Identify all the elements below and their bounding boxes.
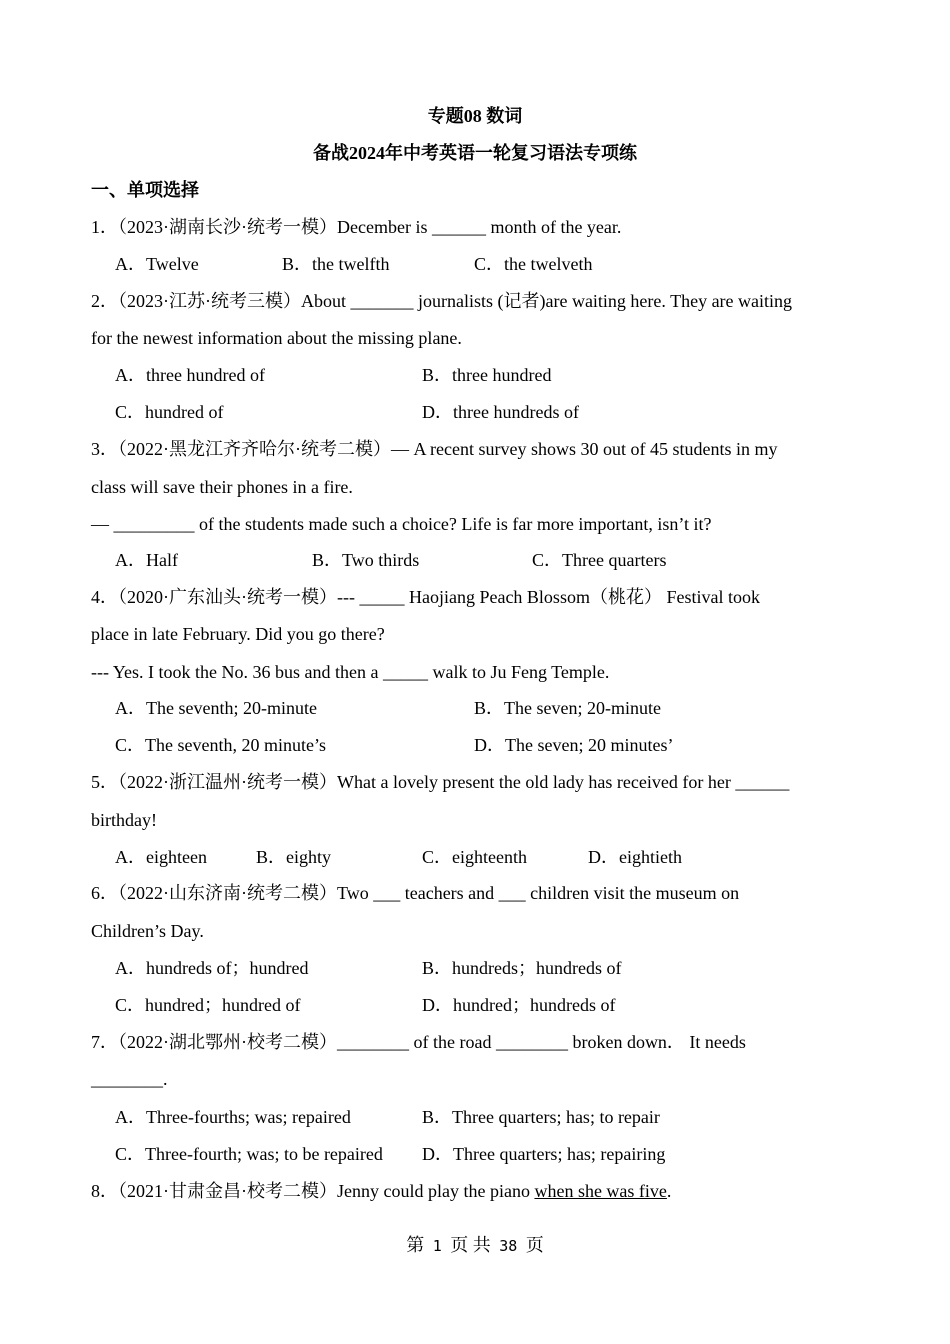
question-2-option-a: A．three hundred of xyxy=(115,365,265,385)
question-6-option-a: A．hundreds of；hundred xyxy=(115,958,309,978)
question-7-text: 7．（2022·湖北鄂州·校考二模）________ of the road ________ broken down． It needs xyxy=(91,1032,746,1052)
footer-label-after: 页 xyxy=(525,1235,544,1255)
question-7-option-c: C．Three-fourth; was; to be repaired xyxy=(115,1144,383,1164)
question-5-option-a: A．eighteen xyxy=(115,847,207,867)
question-8-prefix: 8．（2021·甘肃金昌·校考二模）Jenny could play the piano xyxy=(91,1181,535,1201)
question-4-dialogue: --- Yes. I took the No. 36 bus and then a _____ walk to Ju Feng Temple. xyxy=(91,662,610,682)
section-title: 一、单项选择 xyxy=(91,180,199,200)
question-3-option-a: A．Half xyxy=(115,550,178,570)
question-2-option-d: D．three hundreds of xyxy=(422,402,579,422)
question-8-underlined-phrase: when she was five xyxy=(534,1181,667,1201)
question-6-text-continued: Children’s Day. xyxy=(91,921,204,941)
question-4-option-a: A．The seventh; 20-minute xyxy=(115,698,317,718)
question-5-option-b: B．eighty xyxy=(256,847,331,867)
document-title: 专题08 数词 xyxy=(427,106,523,126)
question-4-option-d: D．The seven; 20 minutes’ xyxy=(474,735,674,755)
question-2-option-b: B．three hundred xyxy=(422,365,552,385)
question-1-text: 1．（2023·湖南长沙·统考一模）December is ______ month of the year. xyxy=(91,217,622,237)
document-subtitle: 备战2024年中考英语一轮复习语法专项练 xyxy=(313,143,637,163)
question-4-option-b: B．The seven; 20-minute xyxy=(474,698,661,718)
question-1-option-b: B．the twelfth xyxy=(282,254,390,274)
question-4-text-continued: place in late February. Did you go there? xyxy=(91,624,385,644)
total-pages-number: 38 xyxy=(499,1237,518,1255)
question-2-text-continued: for the newest information about the missing plane. xyxy=(91,328,462,348)
page-footer xyxy=(0,1233,950,1258)
question-5-text: 5．（2022·浙江温州·统考一模）What a lovely present the old lady has received for her ______ xyxy=(91,772,790,792)
question-2-option-c: C．hundred of xyxy=(115,402,224,422)
question-4-text: 4．（2020·广东汕头·统考一模）--- _____ Haojiang Peach Blossom（桃花） Festival took xyxy=(91,587,760,607)
question-3-option-c: C．Three quarters xyxy=(532,550,667,570)
question-7-text-continued: ________. xyxy=(91,1069,168,1089)
question-5-text-continued: birthday! xyxy=(91,810,157,830)
footer-label-before: 第 xyxy=(406,1235,425,1255)
question-3-dialogue: — _________ of the students made such a choice? Life is far more important, isn’t it? xyxy=(91,514,712,534)
question-4-option-c: C．The seventh, 20 minute’s xyxy=(115,735,326,755)
question-7-option-b: B．Three quarters; has; to repair xyxy=(422,1107,660,1127)
question-7-option-d: D．Three quarters; has; repairing xyxy=(422,1144,666,1164)
question-5-option-c: C．eighteenth xyxy=(422,847,527,867)
question-3-text: 3．（2022·黑龙江齐齐哈尔·统考二模）— A recent survey shows 30 out of 45 students in my xyxy=(91,439,778,459)
question-5-option-d: D．eightieth xyxy=(588,847,682,867)
question-8-text xyxy=(91,1179,671,1203)
question-6-option-c: C．hundred；hundred of xyxy=(115,995,301,1015)
question-8-suffix: . xyxy=(666,1181,672,1201)
question-3-text-continued: class will save their phones in a fire. xyxy=(91,477,353,497)
question-6-text: 6．（2022·山东济南·统考二模）Two ___ teachers and ___ children visit the museum on xyxy=(91,883,740,903)
question-7-option-a: A．Three-fourths; was; repaired xyxy=(115,1107,351,1127)
footer-label-middle: 页 共 xyxy=(450,1235,491,1255)
current-page-number: 1 xyxy=(432,1237,442,1255)
question-1-option-a: A．Twelve xyxy=(115,254,199,274)
question-2-text: 2．（2023·江苏·统考三模）About _______ journalists (记者)are waiting here. They are waiting xyxy=(91,291,793,311)
question-6-option-d: D．hundred；hundreds of xyxy=(422,995,616,1015)
question-6-option-b: B．hundreds；hundreds of xyxy=(422,958,622,978)
question-3-option-b: B．Two thirds xyxy=(312,550,420,570)
question-1-option-c: C．the twelveth xyxy=(474,254,593,274)
